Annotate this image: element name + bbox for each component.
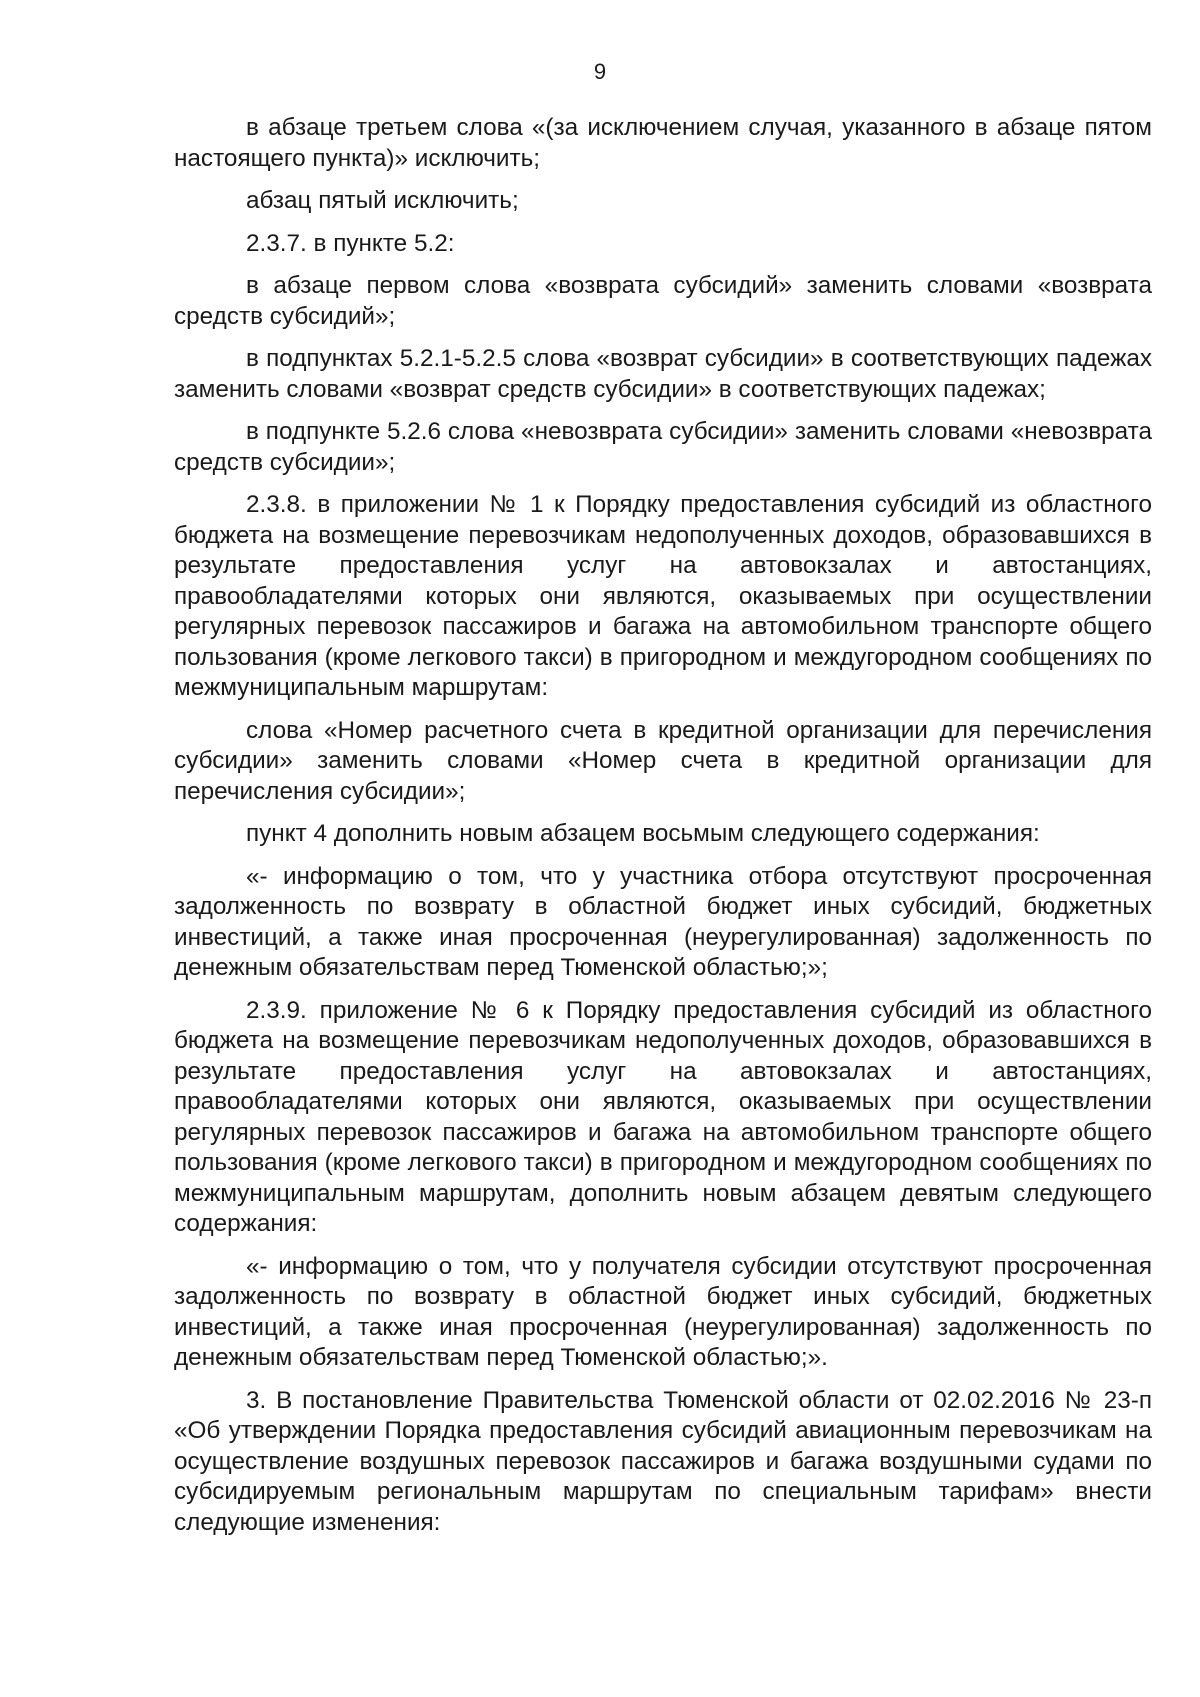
paragraph: 2.3.9. приложение № 6 к Порядку предоставления субсидий из областного бюджета на возмещение перевозчикам недополученных доходов, образовавшихся в результате предоставления услуг на автовокзалах и автостанциях, правообладателями которых они являются, оказываемых при осуществлении регулярных перевозок пассажиров и багажа на автомобильном транспорте общего пользования (кроме легкового такси) в пригородном и междугородном сообщениях по межмуниципальным маршрутам, дополнить новым абзацем девятым следующего содержания: xyxy=(174,996,1152,1237)
paragraph: слова «Номер расчетного счета в кредитной организации для перечисления субсидии» заменить словами «Номер счета в кредитной организации для перечисления субсидии»; xyxy=(174,716,1152,805)
paragraph: пункт 4 дополнить новым абзацем восьмым следующего содержания: xyxy=(246,820,1040,847)
paragraph: 2.3.7. в пункте 5.2: xyxy=(246,229,455,257)
paragraph: абзац пятый исключить; xyxy=(246,187,519,214)
paragraph: в подпункте 5.2.6 слова «невозврата субсидии» заменить словами «невозврата средств субсидии»; xyxy=(174,418,1152,476)
paragraph: в абзаце первом слова «возврата субсидий» заменить словами «возврата средств субсидий»; xyxy=(174,272,1152,330)
paragraph: «- информацию о том, что у получателя субсидии отсутствуют просроченная задолженность по возврату в областной бюджет иных субсидий, бюджетных инвестиций, а также иная просроченная (неурегулированная) задолженность по денежным обязательствам перед Тюменской областью;». xyxy=(174,1252,1152,1371)
paragraph: «- информацию о том, что у участника отбора отсутствуют просроченная задолженность по возврату в областной бюджет иных субсидий, бюджетных инвестиций, а также иная просроченная (неурегулированная) задолженность по денежным обязательствам перед Тюменской областью;»; xyxy=(174,862,1152,981)
page-number: 9 xyxy=(593,59,607,84)
paragraph: 2.3.8. в приложении № 1 к Порядку предоставления субсидий из областного бюджета на возмещение перевозчикам недополученных доходов, образовавшихся в результате предоставления услуг на автовокзалах и автостанциях, правообладателями которых они являются, оказываемых при осуществлении регулярных перевозок пассажиров и багажа на автомобильном транспорте общего пользования (кроме легкового такси) в пригородном и междугородном сообщениях по межмуниципальным маршрутам: xyxy=(174,491,1152,701)
paragraph: в абзаце третьем слова «(за исключением случая, указанного в абзаце пятом настоящего пункта)» исключить; xyxy=(174,114,1152,172)
paragraph: в подпунктах 5.2.1-5.2.5 слова «возврат субсидии» в соответствующих падежах заменить словами «возврат средств субсидии» в соответствующих падежах; xyxy=(174,345,1152,403)
paragraph: 3. В постановление Правительства Тюменской области от 02.02.2016 № 23-п «Об утверждении Порядка предоставления субсидий авиационным перевозчикам на осуществление воздушных перевозок пассажиров и багажа воздушными судами по субсидируемым региональным маршрутам по специальным тарифам» внести следующие изменения: xyxy=(174,1386,1152,1536)
document-body xyxy=(174,113,1152,1550)
